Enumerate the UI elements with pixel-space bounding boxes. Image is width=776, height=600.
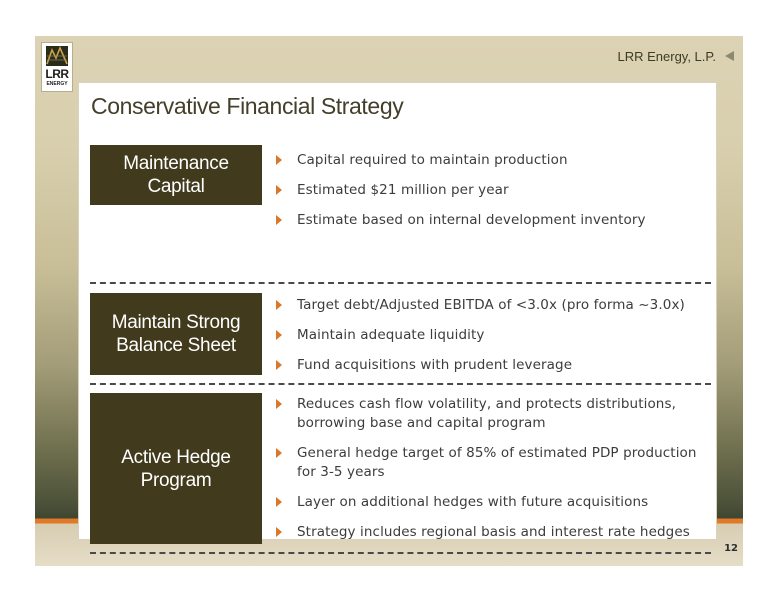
bullet-arrow-icon [276, 330, 282, 340]
bullet-arrow-icon [276, 497, 282, 507]
page-number: 12 [724, 543, 738, 554]
logo-subtext: ENERGY [46, 81, 68, 87]
company-logo [41, 42, 73, 92]
bullet-arrow-icon [276, 448, 282, 458]
section-heading-text: Active Hedge Program [121, 446, 231, 491]
section-heading-hedge-program [90, 393, 262, 544]
company-name: LRR Energy, L.P. [617, 49, 716, 64]
section-divider [90, 552, 711, 554]
list-item: Layer on additional hedges with future acquisitions [276, 493, 711, 512]
bullet-arrow-icon [276, 399, 282, 409]
section-heading-balance-sheet [90, 293, 262, 375]
list-item: Fund acquisitions with prudent leverage [276, 356, 711, 375]
bullet-arrow-icon [276, 527, 282, 537]
section-divider [90, 383, 711, 385]
list-item: Strategy includes regional basis and interest rate hedges [276, 523, 711, 542]
bullet-list-hedge-program [276, 395, 711, 542]
bullet-list-maintenance-capital [276, 151, 711, 230]
list-item: General hedge target of 85% of estimated PDP production for 3-5 years [276, 444, 711, 482]
list-item: Estimate based on internal development inventory [276, 211, 711, 230]
section-divider [90, 282, 711, 284]
section-heading-text: Maintain Strong Balance Sheet [111, 312, 241, 356]
bullet-list-balance-sheet [276, 296, 711, 375]
list-item: Estimated $21 million per year [276, 181, 711, 200]
bullet-arrow-icon [276, 360, 282, 370]
page-title: Conservative Financial Strategy [91, 93, 404, 119]
bullet-arrow-icon [276, 300, 282, 310]
list-item: Reduces cash flow volatility, and protects distributions, borrowing base and capital program [276, 395, 711, 433]
content-panel [78, 82, 717, 540]
bullet-arrow-icon [276, 155, 282, 165]
bullet-arrow-icon [276, 185, 282, 195]
section-heading-maintenance-capital [90, 145, 262, 205]
logo-text: LRR [45, 67, 69, 81]
list-item: Target debt/Adjusted EBITDA of <3.0x (pro forma ~3.0x) [276, 296, 711, 315]
back-arrow-icon [725, 51, 734, 61]
list-item: Maintain adequate liquidity [276, 326, 711, 345]
slide [35, 36, 743, 566]
logo-mark-icon [46, 46, 68, 66]
list-item: Capital required to maintain production [276, 151, 711, 170]
section-heading-text: Maintenance Capital [123, 153, 229, 197]
bullet-arrow-icon [276, 215, 282, 225]
